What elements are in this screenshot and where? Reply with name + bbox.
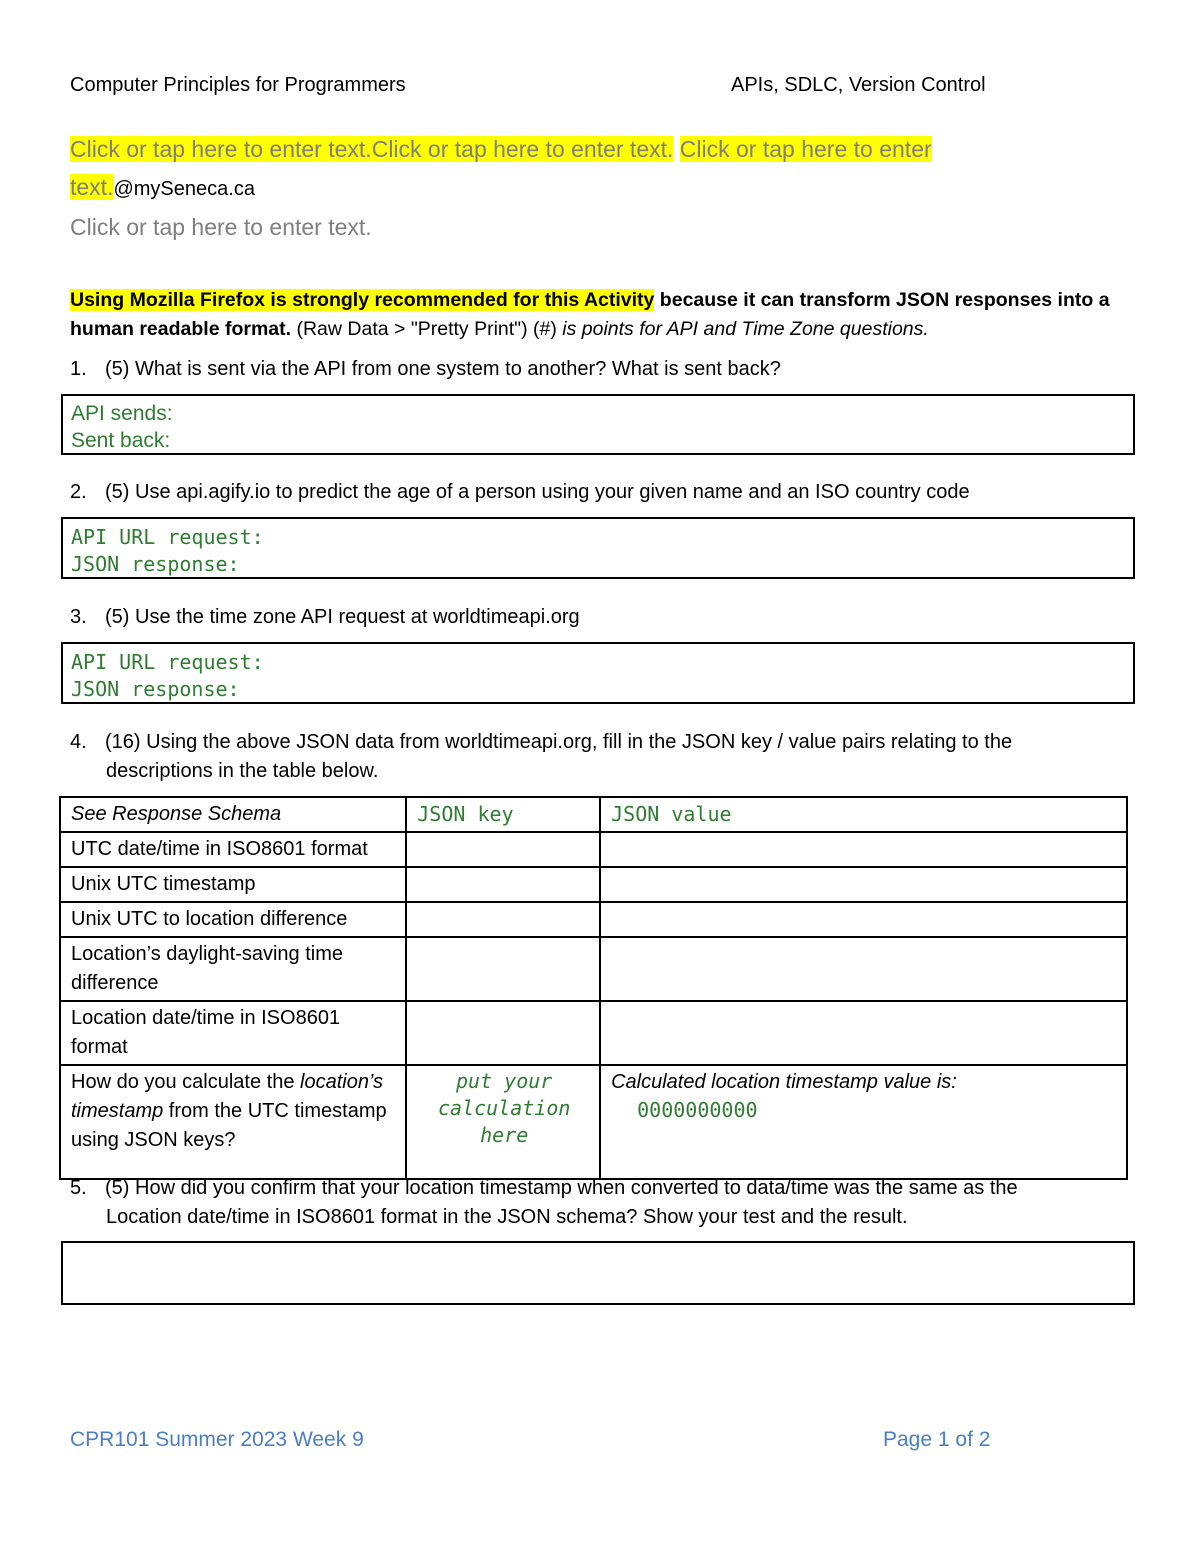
footer-page: Page 1 of 2 [883, 1428, 991, 1451]
calc-desc-italic: location’s timestamp [71, 1071, 384, 1122]
intro-paragraph [70, 286, 1150, 344]
row-key-cell[interactable] [406, 937, 600, 1001]
q5-number: 5. [70, 1177, 87, 1199]
q3-line-request: API URL request: [71, 650, 264, 674]
q3-line-response: JSON response: [71, 677, 240, 701]
header-json-value: JSON value [600, 797, 1127, 832]
intro-bold: because it can transform JSON responses into a human readable format. [70, 289, 1110, 340]
name-field-1[interactable]: Click or tap here to enter text. [70, 136, 372, 162]
row-value-cell[interactable] [600, 832, 1127, 867]
json-table [59, 796, 1128, 1180]
calc-value: 0000000000 [637, 1098, 758, 1122]
row-key-cell[interactable] [406, 902, 600, 937]
student-id-field[interactable]: Click or tap here to enter text. [70, 214, 372, 240]
email-field[interactable]: text. [70, 174, 114, 200]
row-desc-calc [60, 1065, 406, 1179]
calc-desc-a: How do you calculate the [71, 1071, 301, 1093]
row-desc: Location’s daylight-saving time difference [60, 937, 406, 1001]
q1-text: (5) What is sent via the API from one system to another? What is sent back? [105, 358, 781, 380]
q2-text: (5) Use api.agify.io to predict the age of a person using your given name and an ISO country code [105, 481, 970, 503]
name-field-2[interactable]: Click or tap here to enter text. [371, 136, 674, 162]
q5-text-a: (5) How did you confirm that your location timestamp when converted to data/time was the same as the [105, 1177, 1018, 1199]
question-4 [70, 728, 1150, 786]
footer-course: CPR101 Summer 2023 Week 9 [70, 1428, 364, 1451]
q2-line-response: JSON response: [71, 552, 240, 576]
topic-title: APIs, SDLC, Version Control [731, 74, 986, 96]
question-2 [70, 478, 970, 507]
calc-value-cell[interactable] [600, 1065, 1127, 1179]
row-key-cell[interactable] [406, 1001, 600, 1065]
q3-number: 3. [70, 606, 87, 628]
table-row [60, 832, 1127, 867]
intro-points-note: is points for API and Time Zone questions. [562, 318, 929, 340]
name-field-3[interactable]: Click or tap here to enter [679, 136, 932, 162]
row-value-cell[interactable] [600, 1001, 1127, 1065]
q1-number: 1. [70, 358, 87, 380]
header-schema: See Response Schema [60, 797, 406, 832]
question-5 [70, 1174, 1150, 1232]
calc-line-1: put your [456, 1069, 553, 1093]
table-row [60, 937, 1127, 1001]
email-suffix: @mySeneca.ca [113, 178, 255, 200]
row-value-cell[interactable] [600, 937, 1127, 1001]
row-desc: Location date/time in ISO8601 format [60, 1001, 406, 1065]
firefox-highlight: Using Mozilla Firefox is strongly recommended for this Activity [70, 289, 655, 311]
q3-answer-box[interactable] [61, 642, 1135, 704]
row-key-cell[interactable] [406, 832, 600, 867]
table-header-row [60, 797, 1127, 832]
row-key-cell[interactable] [406, 867, 600, 902]
q1-answer-box[interactable] [61, 394, 1135, 455]
calc-cell[interactable] [406, 1065, 600, 1179]
table-row [60, 1001, 1127, 1065]
course-title: Computer Principles for Programmers [70, 74, 406, 96]
calc-value-label: Calculated location timestamp value is: [611, 1071, 957, 1093]
q2-number: 2. [70, 481, 87, 503]
table-row [60, 867, 1127, 902]
q2-line-request: API URL request: [71, 525, 264, 549]
row-desc: Unix UTC timestamp [60, 867, 406, 902]
row-desc: Unix UTC to location difference [60, 902, 406, 937]
row-value-cell[interactable] [600, 902, 1127, 937]
q5-text-b: Location date/time in ISO8601 format in the JSON schema? Show your test and the result. [106, 1206, 908, 1228]
table-row-calculation [60, 1065, 1127, 1179]
q1-line-sentback: Sent back: [71, 429, 171, 452]
question-1 [70, 355, 781, 384]
q4-text-a: (16) Using the above JSON data from worldtimeapi.org, fill in the JSON key / value pairs relating to the [105, 731, 1013, 753]
q3-text: (5) Use the time zone API request at worldtimeapi.org [105, 606, 580, 628]
table-row [60, 902, 1127, 937]
q4-text-b: descriptions in the table below. [106, 760, 379, 782]
header-json-key: JSON key [406, 797, 600, 832]
q1-line-sends: API sends: [71, 402, 173, 425]
q5-answer-box[interactable] [61, 1241, 1135, 1305]
q2-answer-box[interactable] [61, 517, 1135, 579]
calc-line-3: here [480, 1123, 529, 1147]
calc-line-2: calculation [437, 1096, 571, 1120]
question-3 [70, 603, 580, 632]
student-info [70, 130, 1150, 246]
row-value-cell[interactable] [600, 867, 1127, 902]
intro-raw: (Raw Data > "Pretty Print") (#) [291, 318, 563, 340]
calc-desc-b: from the UTC timestamp using JSON keys? [71, 1100, 387, 1151]
q4-number: 4. [70, 731, 87, 753]
row-desc: UTC date/time in ISO8601 format [60, 832, 406, 867]
